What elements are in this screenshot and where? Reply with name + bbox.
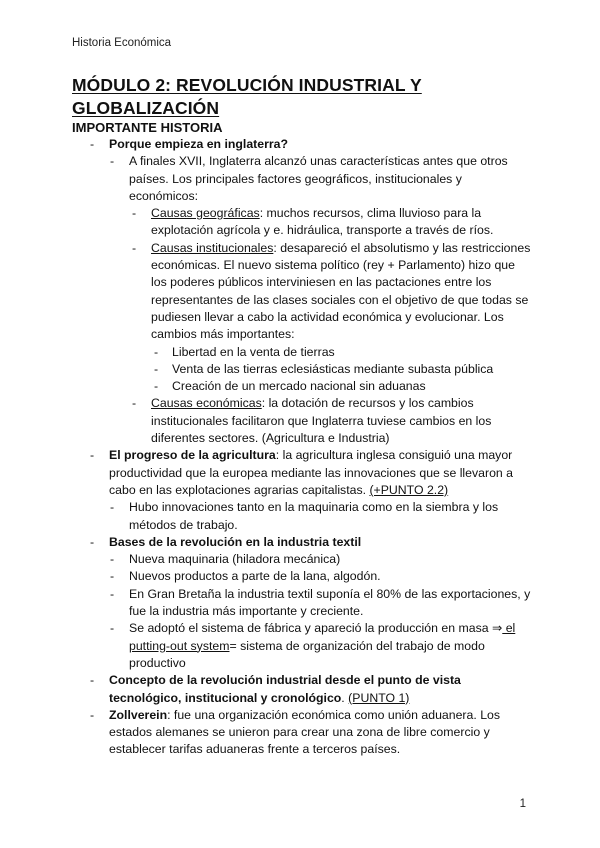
- underlined-term: el putting-out system: [129, 621, 516, 653]
- list-item: [72, 240, 532, 344]
- item-text: Creación de un mercado nacional sin aduanas: [172, 379, 426, 394]
- list-item: [72, 344, 532, 361]
- item-text: : muchos recursos, clima lluvioso para la explotación agrícola y e. hidráulica, transporte a través de ríos.: [151, 206, 494, 238]
- section-subtitle: IMPORTANTE HISTORIA: [72, 120, 223, 135]
- bold-term: Concepto de la revolución industrial desde el punto de vista tecnológico, institucional y cronológico: [109, 673, 461, 705]
- bold-term: El progreso de la agricultura: [109, 448, 276, 463]
- item-text: Hubo innovaciones tanto en la maquinaria como en la siembra y los métodos de trabajo.: [129, 500, 499, 532]
- list-item: [72, 672, 532, 707]
- list-item: [72, 395, 532, 447]
- underlined-term: Causas geográficas: [151, 206, 260, 221]
- bullet-dash: -: [90, 707, 95, 722]
- bullet-dash: -: [154, 344, 159, 359]
- item-text: : la agricultura inglesa consiguió una mayor productividad que la europea mediante las innovaciones que se llevaron a cabo en las explotaciones agrarias capitalistas.: [109, 448, 514, 497]
- bullet-dash: -: [110, 621, 115, 636]
- bullet-dash: -: [90, 448, 95, 463]
- bullet-dash: -: [110, 154, 115, 169]
- item-text: Nuevos productos a parte de la lana, algodón.: [129, 569, 381, 584]
- item-text: Venta de las tierras eclesiásticas mediante subasta pública: [172, 361, 494, 376]
- list-item: [72, 551, 532, 568]
- item-text: .: [341, 690, 349, 705]
- bullet-dash: -: [132, 396, 137, 411]
- bullet-dash: -: [132, 240, 137, 255]
- item-text: A finales XVII, Inglaterra alcanzó unas características antes que otros países. Los principales factores geográficos, institucionales y económicos:: [129, 154, 508, 203]
- document-header: Historia Económica: [72, 37, 172, 49]
- bullet-dash: -: [110, 586, 115, 601]
- item-text: Nueva maquinaria (hiladora mecánica): [129, 552, 341, 567]
- item-text: : la dotación de recursos y los cambios institucionales facilitaron que Inglaterra tuviese cambios en los diferentes sectores. (Agricultura e Industria): [151, 396, 492, 446]
- cross-reference-link[interactable]: (+PUNTO 2.2): [369, 482, 449, 497]
- page-title: MÓDULO 2: REVOLUCIÓN INDUSTRIAL Y GLOBALIZACIÓN: [72, 75, 422, 118]
- document-body: [72, 74, 532, 759]
- page-number: 1: [519, 798, 526, 810]
- bullet-dash: -: [90, 673, 95, 688]
- list-item: [72, 568, 532, 585]
- item-text: En Gran Bretaña la industria textil suponía el 80% de las exportaciones, y fue la industria más importante y creciente.: [129, 586, 531, 619]
- bullet-dash: -: [154, 361, 159, 376]
- list-item: [72, 378, 532, 395]
- list-item: [72, 447, 532, 499]
- bullet-dash: -: [110, 500, 115, 515]
- underlined-term: Causas institucionales: [151, 240, 274, 255]
- list-item: [72, 361, 532, 378]
- item-text: Se adoptó el sistema de fábrica y apareció la producción en masa ⇒: [129, 621, 503, 636]
- bullet-dash: -: [110, 552, 115, 567]
- bold-term: Zollverein: [109, 707, 168, 722]
- bold-heading: Bases de la revolución en la industria textil: [109, 534, 362, 549]
- list-item: [72, 534, 532, 551]
- item-text: : fue una organización económica como unión aduanera. Los estados alemanes se unieron para crear una zona de libre comercio y establecer tarifas aduaneras frente a terceros países.: [109, 707, 501, 757]
- question-heading: Porque empieza en inglaterra?: [109, 137, 289, 151]
- bullet-dash: -: [90, 137, 95, 151]
- list-item: [72, 707, 532, 759]
- list-item: [72, 153, 532, 205]
- cross-reference-link[interactable]: (PUNTO 1): [348, 690, 410, 705]
- bullet-dash: -: [132, 206, 137, 221]
- bullet-dash: -: [154, 379, 159, 394]
- bullet-dash: -: [110, 569, 115, 584]
- item-text: : desapareció el absolutismo y las restricciones económicas. El nuevo sistema político (rey + Parlamento) hizo que los poderes públicos interviniesen en las pactaciones entre los representantes de las clases sociales con el objetivo de que todas se pudiesen llevar a cabo la actividad económica y evolucionar. Los cambios más importantes:: [151, 240, 531, 342]
- list-item: [72, 136, 532, 153]
- list-item: [72, 620, 532, 672]
- item-text: = sistema de organización del trabajo de modo productivo: [129, 638, 485, 670]
- list-item: [72, 205, 532, 240]
- list-item: [72, 586, 532, 621]
- underlined-term: Causas económicas: [151, 396, 262, 411]
- bullet-dash: -: [90, 534, 95, 549]
- item-text: Libertad en la venta de tierras: [172, 344, 335, 359]
- list-item: [72, 499, 532, 534]
